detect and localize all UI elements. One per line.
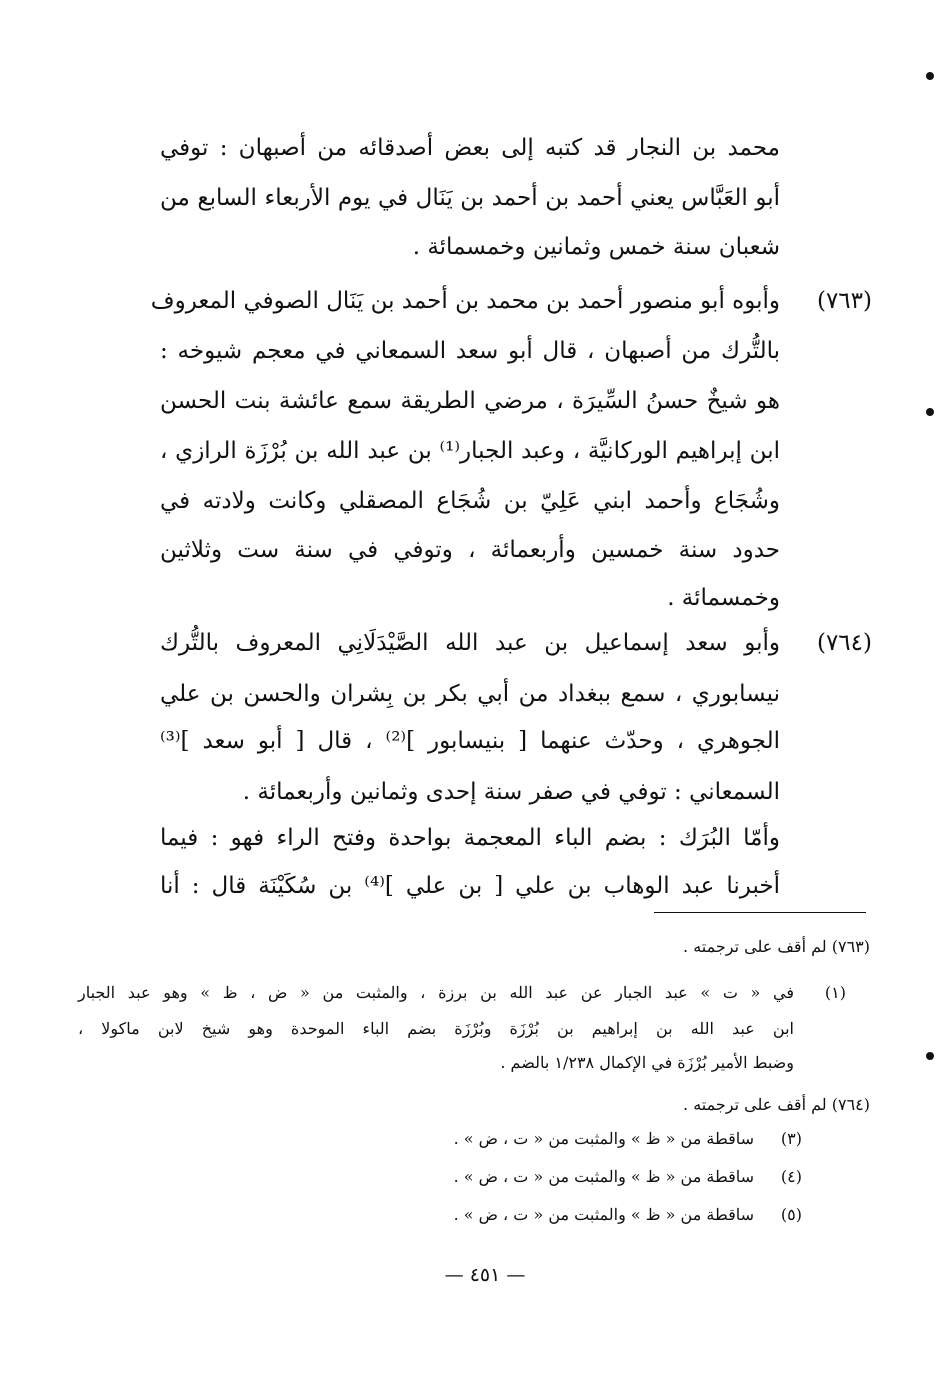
entry-number-764: (٧٦٤) bbox=[816, 630, 872, 656]
page-number: — ٤٥١ — bbox=[444, 1264, 526, 1286]
body-line: أبو العَبَّاس يعني أحمد بن أحمد بن يَنَال في يوم الأربعاء السابع من bbox=[160, 185, 780, 211]
body-line: وأبو سعد إسماعيل بن عبد الله الصَّيْدَلَانِي المعروف بالتُّرك bbox=[160, 630, 780, 656]
footnote-1-line: وضبط الأمير بُرْزَة في الإكمال ١/٢٣٨ بالضم . bbox=[500, 1053, 794, 1072]
body-line: بالتُّرك من أصبهان ، قال أبو سعد السمعاني في معجم شيوخه : bbox=[160, 338, 780, 364]
body-line: أخبرنا عبد الوهاب بن علي [ بن علي ]⁽⁴⁾ بن سُكَيْنَة قال : أنا bbox=[160, 873, 781, 899]
margin-dot-lower bbox=[926, 1052, 934, 1060]
body-line: وشُجَاع وأحمد ابني عَلِيّ بن شُجَاع المصقلي وكانت ولادته في bbox=[160, 488, 780, 514]
margin-dot-middle bbox=[926, 408, 934, 416]
margin-dot-top bbox=[926, 72, 934, 80]
footnote-separator bbox=[654, 912, 866, 913]
body-line: نيسابوري ، سمع ببغداد من أبي بكر بن بِشران والحسن بن علي bbox=[160, 681, 780, 707]
entry-number-763: (٧٦٣) bbox=[816, 288, 872, 314]
body-line: ابن إبراهيم الوركانيَّة ، وعبد الجبار⁽¹⁾ بن عبد الله بن بُرْزَة الرازي ، bbox=[160, 438, 780, 464]
footnote-5-text: ساقطة من « ظ » والمثبت من « ت ، ض » . bbox=[453, 1205, 754, 1224]
footnote-note-764: (٧٦٤) لم أقف على ترجمته . bbox=[683, 1095, 870, 1114]
footnote-1-line: ابن عبد الله بن إبراهيم بن بُرْزَة وبُرْزَة بضم الباء الموحدة وهو شيخ لابن ماكولا ، bbox=[78, 1019, 795, 1038]
footnote-number-3: (٣) bbox=[780, 1129, 802, 1148]
body-line: وخمسمائة . bbox=[667, 585, 780, 611]
footnote-4-text: ساقطة من « ظ » والمثبت من « ت ، ض » . bbox=[453, 1167, 754, 1186]
footnote-note-763: (٧٦٣) لم أقف على ترجمته . bbox=[683, 937, 870, 956]
footnote-1-line: في « ت » عبد الجبار عن عبد الله بن برزة ، والمثبت من « ض ، ظ » وهو عبد الجبار bbox=[78, 983, 794, 1002]
body-line: وأبوه أبو منصور أحمد بن محمد بن أحمد بن يَنَال الصوفي المعروف bbox=[150, 288, 780, 314]
body-line: شعبان سنة خمس وثمانين وخمسمائة . bbox=[412, 234, 780, 260]
footnote-3-text: ساقطة من « ظ » والمثبت من « ت ، ض » . bbox=[453, 1129, 754, 1148]
footnote-number-4: (٤) bbox=[780, 1167, 802, 1186]
footnote-number-5: (٥) bbox=[780, 1205, 802, 1224]
body-line: حدود سنة خمسين وأربعمائة ، وتوفي في سنة ست وثلاثين bbox=[160, 537, 780, 563]
body-line: وأمّا البُرَك : بضم الباء المعجمة بواحدة وفتح الراء فهو : فيما bbox=[160, 825, 780, 851]
footnote-number-1: (١) bbox=[824, 983, 846, 1002]
body-line: محمد بن النجار قد كتبه إلى بعض أصدقائه من أصبهان : توفي bbox=[160, 135, 780, 161]
body-line: هو شيخٌ حسنُ السِّيرَة ، مرضي الطريقة سمع عائشة بنت الحسن bbox=[160, 388, 780, 414]
body-line: الجوهري ، وحدّث عنهما [ بنيسابور ]⁽²⁾ ، قال [ أبو سعد ]⁽³⁾ bbox=[160, 728, 780, 754]
body-line: السمعاني : توفي في صفر سنة إحدى وثمانين وأربعمائة . bbox=[242, 779, 780, 805]
